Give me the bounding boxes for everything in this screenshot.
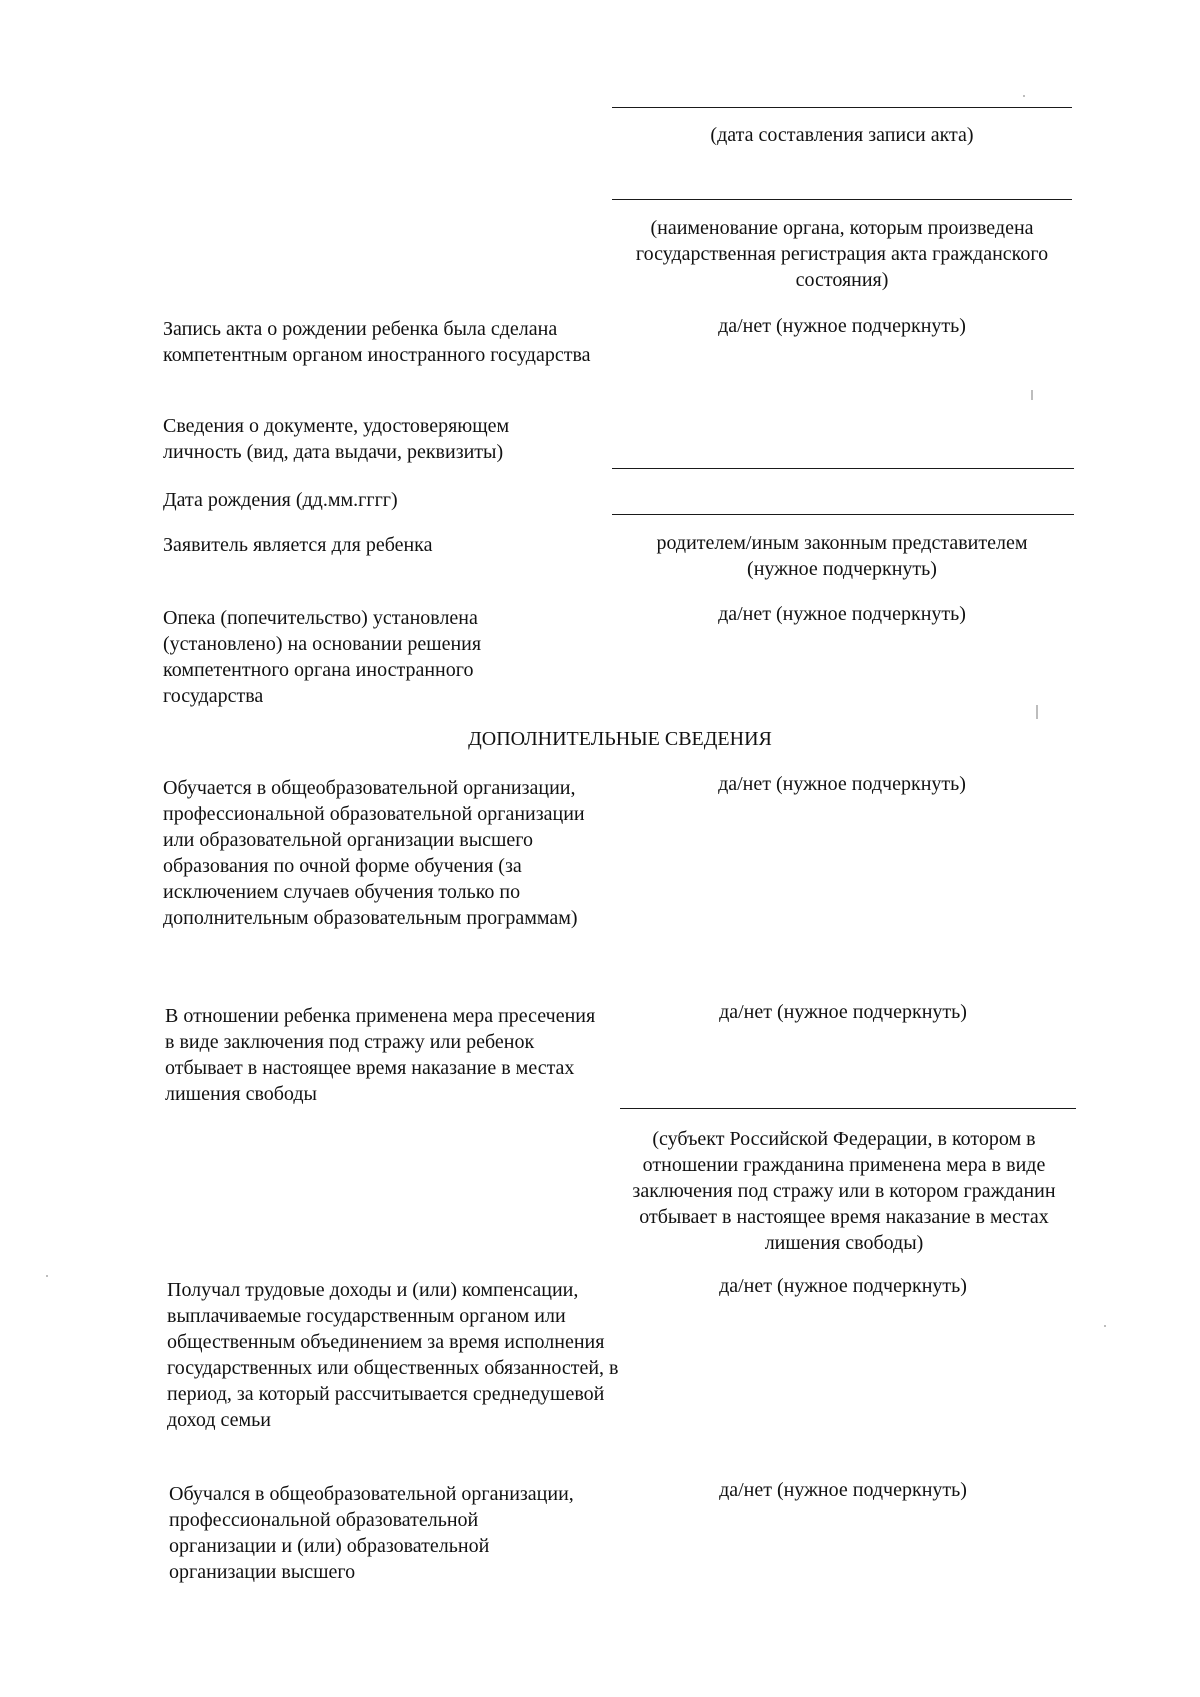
guardianship-answer: да/нет (нужное подчеркнуть): [718, 603, 966, 625]
registration-body-caption: (наименование органа, которым произведена государственная регистрация акта гражданского состояния): [635, 217, 1049, 291]
scan-speck: [1104, 1325, 1106, 1327]
scan-speck: [1031, 390, 1033, 400]
birth-date-label: Дата рождения (дд.мм.гггг): [163, 489, 398, 511]
applicant-role-answer: родителем/иным законным представителем (нужное подчеркнуть): [656, 532, 1028, 580]
birth-date-line: [612, 514, 1074, 515]
studying-answer: да/нет (нужное подчеркнуть): [718, 773, 966, 795]
studied-label: Обучался в общеобразовательной организации, профессиональной образовательной организации и (или) образовательной организации высшего: [169, 1483, 574, 1583]
foreign-birth-record-label: Запись акта о рождении ребенка была сделана компетентным органом иностранного государства: [163, 318, 591, 366]
scan-speck: [1023, 95, 1025, 97]
detention-label: В отношении ребенка применена мера пресечения в виде заключения под стражу или ребенок отбывает в настоящее время наказание в местах лишения свободы: [165, 1005, 596, 1105]
registration-body-line: [612, 199, 1072, 200]
studied-answer: да/нет (нужное подчеркнуть): [719, 1479, 967, 1501]
section-title: ДОПОЛНИТЕЛЬНЫЕ СВЕДЕНИЯ: [468, 728, 772, 750]
labor-income-answer: да/нет (нужное подчеркнуть): [719, 1275, 967, 1297]
identity-document-label: Сведения о документе, удостоверяющем личность (вид, дата выдачи, реквизиты): [163, 415, 510, 463]
act-date-line: [612, 107, 1072, 108]
detention-region-caption: (субъект Российской Федерации, в котором в отношении гражданина применена мера в виде заключения под стражу или в котором гражданин отбывает в настоящее время наказание в местах лишения свободы): [632, 1128, 1056, 1254]
foreign-birth-record-answer: да/нет (нужное подчеркнуть): [718, 315, 966, 337]
labor-income-label: Получал трудовые доходы и (или) компенсации, выплачиваемые государственным органом или общественным объединением за время исполнения государственных или общественных обязанностей, в период, за который рассчитывается среднедушевой доход семьи: [167, 1279, 619, 1431]
scan-speck: [46, 1275, 48, 1277]
detention-answer: да/нет (нужное подчеркнуть): [719, 1001, 967, 1023]
guardianship-label: Опека (попечительство) установлена (установлено) на основании решения компетентного органа иностранного государства: [163, 607, 482, 707]
studying-label: Обучается в общеобразовательной организации, профессиональной образовательной организации или образовательной организации высшего образования по очной форме обучения (за исключением случаев обучения только по дополнительным образовательным программам): [163, 777, 585, 929]
act-date-caption: (дата составления записи акта): [710, 124, 974, 146]
detention-region-line: [620, 1108, 1076, 1109]
applicant-role-label: Заявитель является для ребенка: [163, 534, 433, 556]
scan-speck: [1036, 705, 1038, 719]
identity-document-line: [612, 468, 1074, 469]
